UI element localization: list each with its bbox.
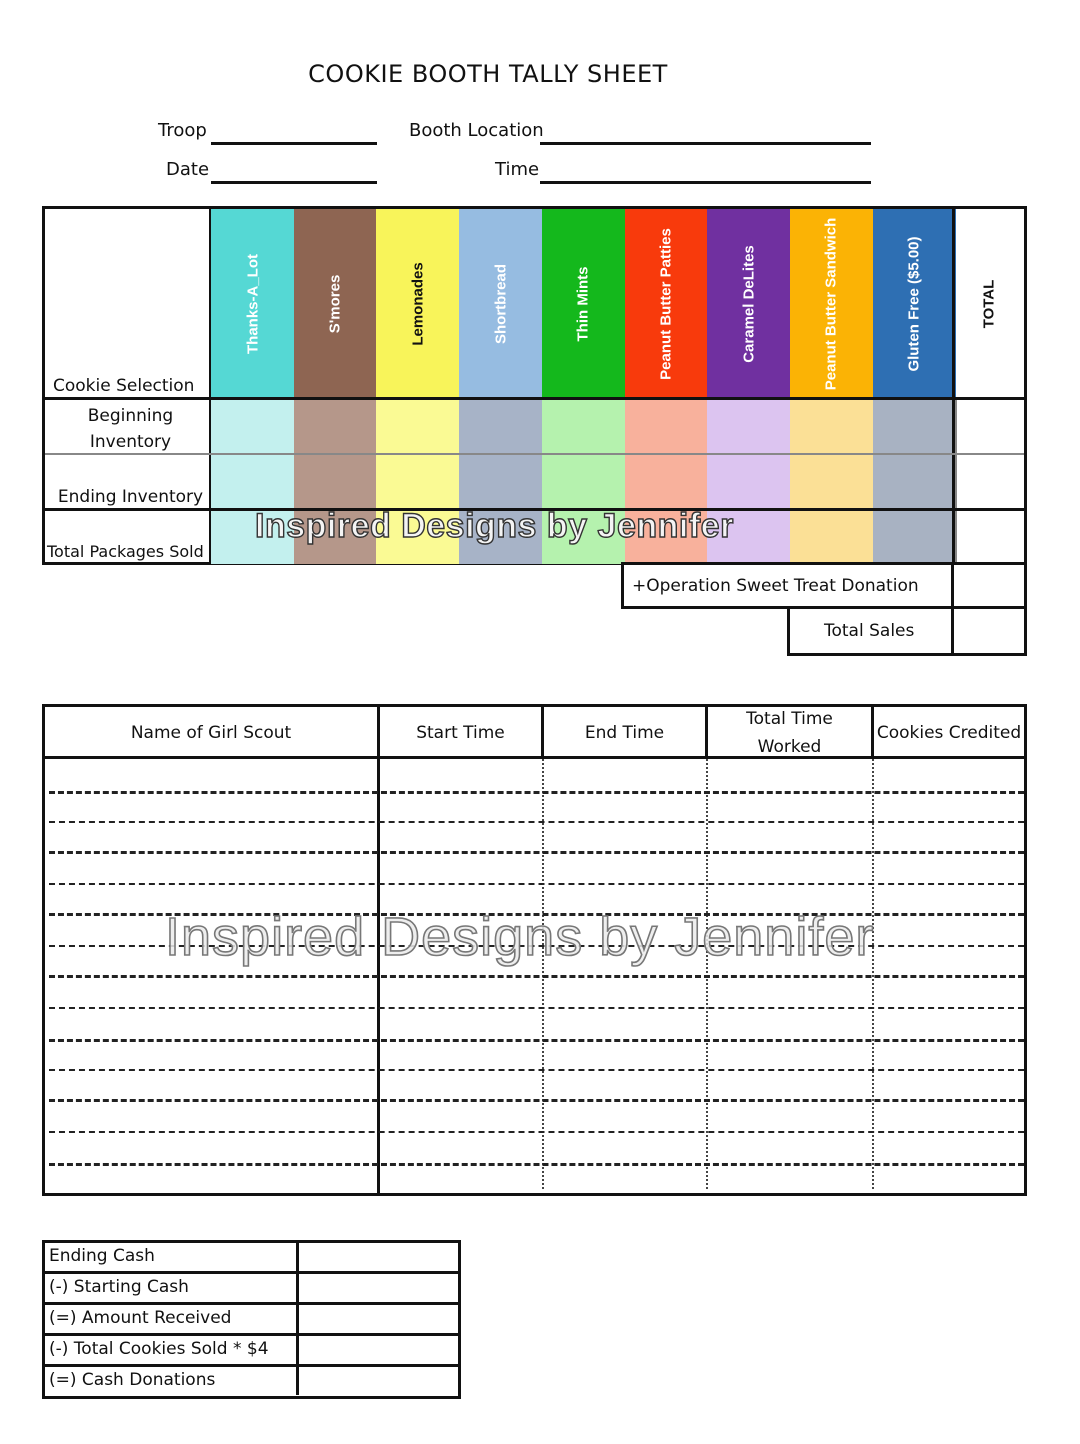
cash-row-label: (=) Amount Received — [49, 1308, 232, 1328]
cash-row — [45, 1305, 458, 1336]
ending-cell-s-mores[interactable] — [294, 454, 377, 509]
donation-label: +Operation Sweet Treat Donation — [632, 576, 919, 596]
beginning-cell-peanut-butter-patties[interactable] — [625, 399, 708, 454]
scout-row[interactable] — [45, 1007, 1024, 1039]
ending-cell-thanks-a-lot[interactable] — [211, 454, 294, 509]
beginning-cell-caramel-delites[interactable] — [707, 399, 790, 454]
cookie-name-gluten-free-5-00: Gluten Free ($5.00) — [905, 236, 923, 372]
ending-cell-shortbread[interactable] — [459, 454, 542, 509]
col-header-cookies-credited: Cookies Credited — [876, 723, 1022, 743]
scout-row[interactable] — [45, 759, 1024, 791]
col-header-start-time: Start Time — [416, 723, 505, 743]
cookie-name-thanks-a-lot: Thanks-A_Lot — [244, 253, 262, 355]
cash-row-label: (-) Total Cookies Sold * $4 — [49, 1339, 269, 1359]
scout-row[interactable] — [45, 821, 1024, 851]
beginning-cell-gluten-free-5-00[interactable] — [873, 399, 956, 454]
donation-value-cell[interactable] — [954, 565, 1024, 606]
ending-cell-gluten-free-5-00[interactable] — [873, 454, 956, 509]
beginning-cell-peanut-butter-sandwich[interactable] — [790, 399, 873, 454]
time-label: Time — [495, 159, 540, 180]
cash-value-cell[interactable] — [296, 1243, 461, 1271]
row-label-beginning-inventory: Beginning Inventory — [87, 406, 174, 452]
cookie-name-peanut-butter-sandwich: Peanut Butter Sandwich — [822, 217, 840, 391]
ending-cell-total[interactable] — [955, 454, 1024, 509]
cash-value-cell[interactable] — [296, 1336, 461, 1364]
cash-row — [45, 1336, 458, 1367]
watermark-top: Inspired Designs by Jennifer — [255, 507, 734, 545]
beginning-cell-s-mores[interactable] — [294, 399, 377, 454]
cash-row — [45, 1243, 458, 1274]
cash-row — [45, 1367, 458, 1398]
cookie-header-s-mores — [294, 209, 377, 399]
cookie-header-gluten-free-5-00 — [873, 209, 956, 399]
cookie-name-shortbread: Shortbread — [492, 263, 510, 345]
cookie-header-caramel-delites — [707, 209, 790, 399]
col-header-total-time-worked: Total Time Worked — [746, 709, 833, 757]
total-sales-row — [787, 606, 1027, 656]
page-title: COOKIE BOOTH TALLY SHEET — [308, 60, 668, 88]
col-header-name: Name of Girl Scout — [130, 723, 292, 743]
cash-row-label: Ending Cash — [49, 1246, 155, 1266]
watermark-center: Inspired Designs by Jennifer — [165, 907, 875, 967]
ending-cell-thin-mints[interactable] — [542, 454, 625, 509]
booth-location-label: Booth Location — [409, 120, 544, 141]
cookie-header-thanks-a-lot — [211, 209, 294, 399]
total-sales-value-cell[interactable] — [954, 609, 1024, 653]
cookie-name-caramel-delites: Caramel DeLites — [740, 245, 758, 363]
cookie-name-peanut-butter-patties: Peanut Butter Patties — [657, 228, 675, 380]
sold-cell-peanut-butter-sandwich[interactable] — [790, 509, 873, 564]
date-field[interactable] — [211, 181, 377, 184]
sold-cell-total[interactable] — [955, 509, 1024, 564]
scout-row[interactable] — [45, 1069, 1024, 1099]
ending-cell-caramel-delites[interactable] — [707, 454, 790, 509]
scout-row[interactable] — [45, 1039, 1024, 1069]
cash-value-cell[interactable] — [296, 1305, 461, 1333]
cash-table — [42, 1240, 461, 1399]
scout-row[interactable] — [45, 1099, 1024, 1131]
scout-row[interactable] — [45, 1131, 1024, 1163]
sold-cell-gluten-free-5-00[interactable] — [873, 509, 956, 564]
cookie-header-peanut-butter-patties — [625, 209, 708, 399]
cookie-header-lemonades — [376, 209, 459, 399]
row-label-total-packages-sold: Total Packages Sold — [47, 542, 204, 561]
cookie-header-peanut-butter-sandwich — [790, 209, 873, 399]
donation-row — [621, 562, 1027, 609]
scout-row[interactable] — [45, 975, 1024, 1007]
total-label: TOTAL — [980, 279, 998, 329]
cash-value-cell[interactable] — [296, 1367, 461, 1395]
troop-field[interactable] — [211, 142, 377, 145]
row-label-ending-inventory: Ending Inventory — [57, 487, 204, 507]
col-header-end-time: End Time — [584, 723, 665, 743]
cash-value-cell[interactable] — [296, 1274, 461, 1302]
cookie-header-thin-mints — [542, 209, 625, 399]
time-field[interactable] — [540, 181, 871, 184]
booth-location-field[interactable] — [540, 142, 871, 145]
cookie-name-thin-mints: Thin Mints — [574, 266, 592, 342]
cookie-header-shortbread — [459, 209, 542, 399]
troop-label: Troop — [158, 120, 207, 141]
cash-row-label: (=) Cash Donations — [49, 1370, 216, 1390]
total-sales-label: Total Sales — [824, 621, 915, 641]
beginning-cell-lemonades[interactable] — [376, 399, 459, 454]
ending-cell-lemonades[interactable] — [376, 454, 459, 509]
beginning-cell-thin-mints[interactable] — [542, 399, 625, 454]
cookie-name-lemonades: Lemonades — [409, 262, 427, 346]
beginning-cell-thanks-a-lot[interactable] — [211, 399, 294, 454]
total-column-header — [954, 209, 1024, 399]
cash-row — [45, 1274, 458, 1305]
ending-cell-peanut-butter-patties[interactable] — [625, 454, 708, 509]
cash-row-label: (-) Starting Cash — [49, 1277, 189, 1297]
beginning-cell-shortbread[interactable] — [459, 399, 542, 454]
beginning-cell-total[interactable] — [955, 399, 1024, 454]
date-label: Date — [166, 159, 210, 180]
cookie-name-s-mores: S'mores — [326, 274, 344, 334]
ending-cell-peanut-butter-sandwich[interactable] — [790, 454, 873, 509]
scout-row[interactable] — [45, 791, 1024, 821]
scout-row[interactable] — [45, 851, 1024, 883]
cookie-selection-label: Cookie Selection — [53, 376, 195, 396]
